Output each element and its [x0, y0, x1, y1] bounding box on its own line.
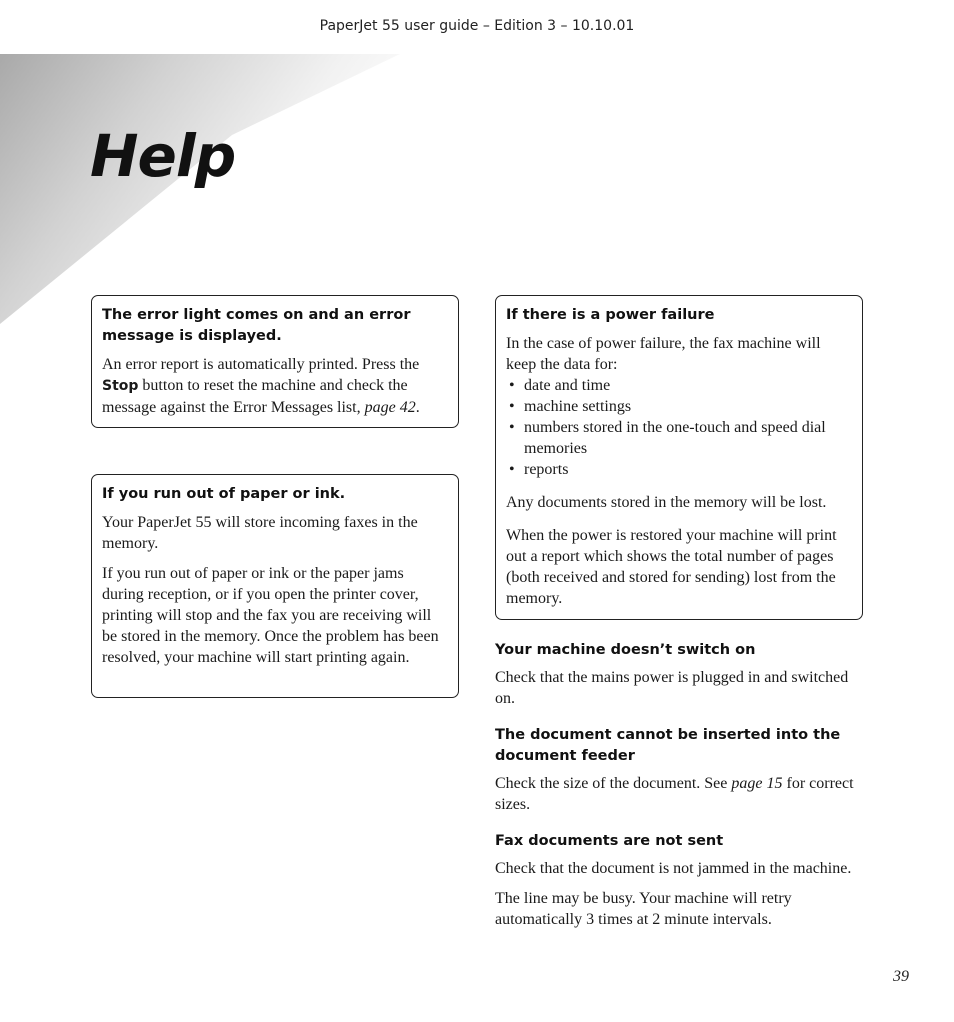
- paper-ink-box: [91, 474, 459, 698]
- page-title: Help: [90, 122, 236, 190]
- list-item: • machine settings: [506, 396, 853, 417]
- page-42-reference: page 42: [364, 399, 416, 416]
- not-sent-heading: Fax documents are not sent: [495, 833, 724, 849]
- no-switch-on-text: Check that the mains power is plugged in and switched on.: [495, 669, 849, 707]
- stop-button-label: Stop: [102, 378, 139, 394]
- running-header: PaperJet 55 user guide – Edition 3 – 10.10.01: [319, 18, 635, 34]
- power-failure-list: [506, 375, 853, 480]
- power-failure-box: [495, 295, 863, 620]
- error-light-text: An error report is automatically printed. Press the Stop button to reset the machine and check the message against the Error Messages list, page 42.: [102, 356, 420, 416]
- not-sent-text-1: Check that the document is not jammed in the machine.: [495, 860, 852, 877]
- power-failure-text-2: Any documents stored in the memory will be lost.: [506, 494, 827, 511]
- not-sent-text-2: The line may be busy. Your machine will retry automatically 3 times at 2 minute intervals.: [495, 890, 792, 928]
- doc-feeder-section: [495, 725, 857, 815]
- power-failure-text-3: When the power is restored your machine will print out a report which shows the total number of pages (both received and stored for sending) lost from the memory.: [506, 527, 837, 607]
- doc-feeder-text: Check the size of the document. See page 15 for correct sizes.: [495, 775, 854, 813]
- power-failure-heading: If there is a power failure: [506, 307, 715, 323]
- list-item: • numbers stored in the one-touch and speed dial memories: [506, 417, 853, 459]
- page-15-reference: page 15: [731, 775, 783, 792]
- paper-ink-heading: If you run out of paper or ink.: [102, 486, 346, 502]
- page-number: 39: [893, 968, 909, 985]
- error-light-box: [91, 295, 459, 428]
- no-switch-on-heading: Your machine doesn’t switch on: [495, 642, 756, 658]
- list-item: • reports: [506, 459, 853, 480]
- paper-ink-text-2: If you run out of paper or ink or the paper jams during reception, or if you open the printer cover, printing will stop and the fax you are receiving will be stored in the memory. Once the problem has been resolved, your machine will start printing again.: [102, 565, 439, 666]
- list-item: • date and time: [506, 375, 853, 396]
- error-light-heading: The error light comes on and an error message is displayed.: [102, 307, 411, 344]
- paper-ink-text-1: Your PaperJet 55 will store incoming faxes in the memory.: [102, 514, 418, 552]
- power-failure-intro: In the case of power failure, the fax machine will keep the data for:: [506, 335, 821, 373]
- doc-feeder-heading: The document cannot be inserted into the document feeder: [495, 727, 841, 764]
- not-sent-section: [495, 831, 857, 930]
- no-switch-on-section: [495, 640, 857, 709]
